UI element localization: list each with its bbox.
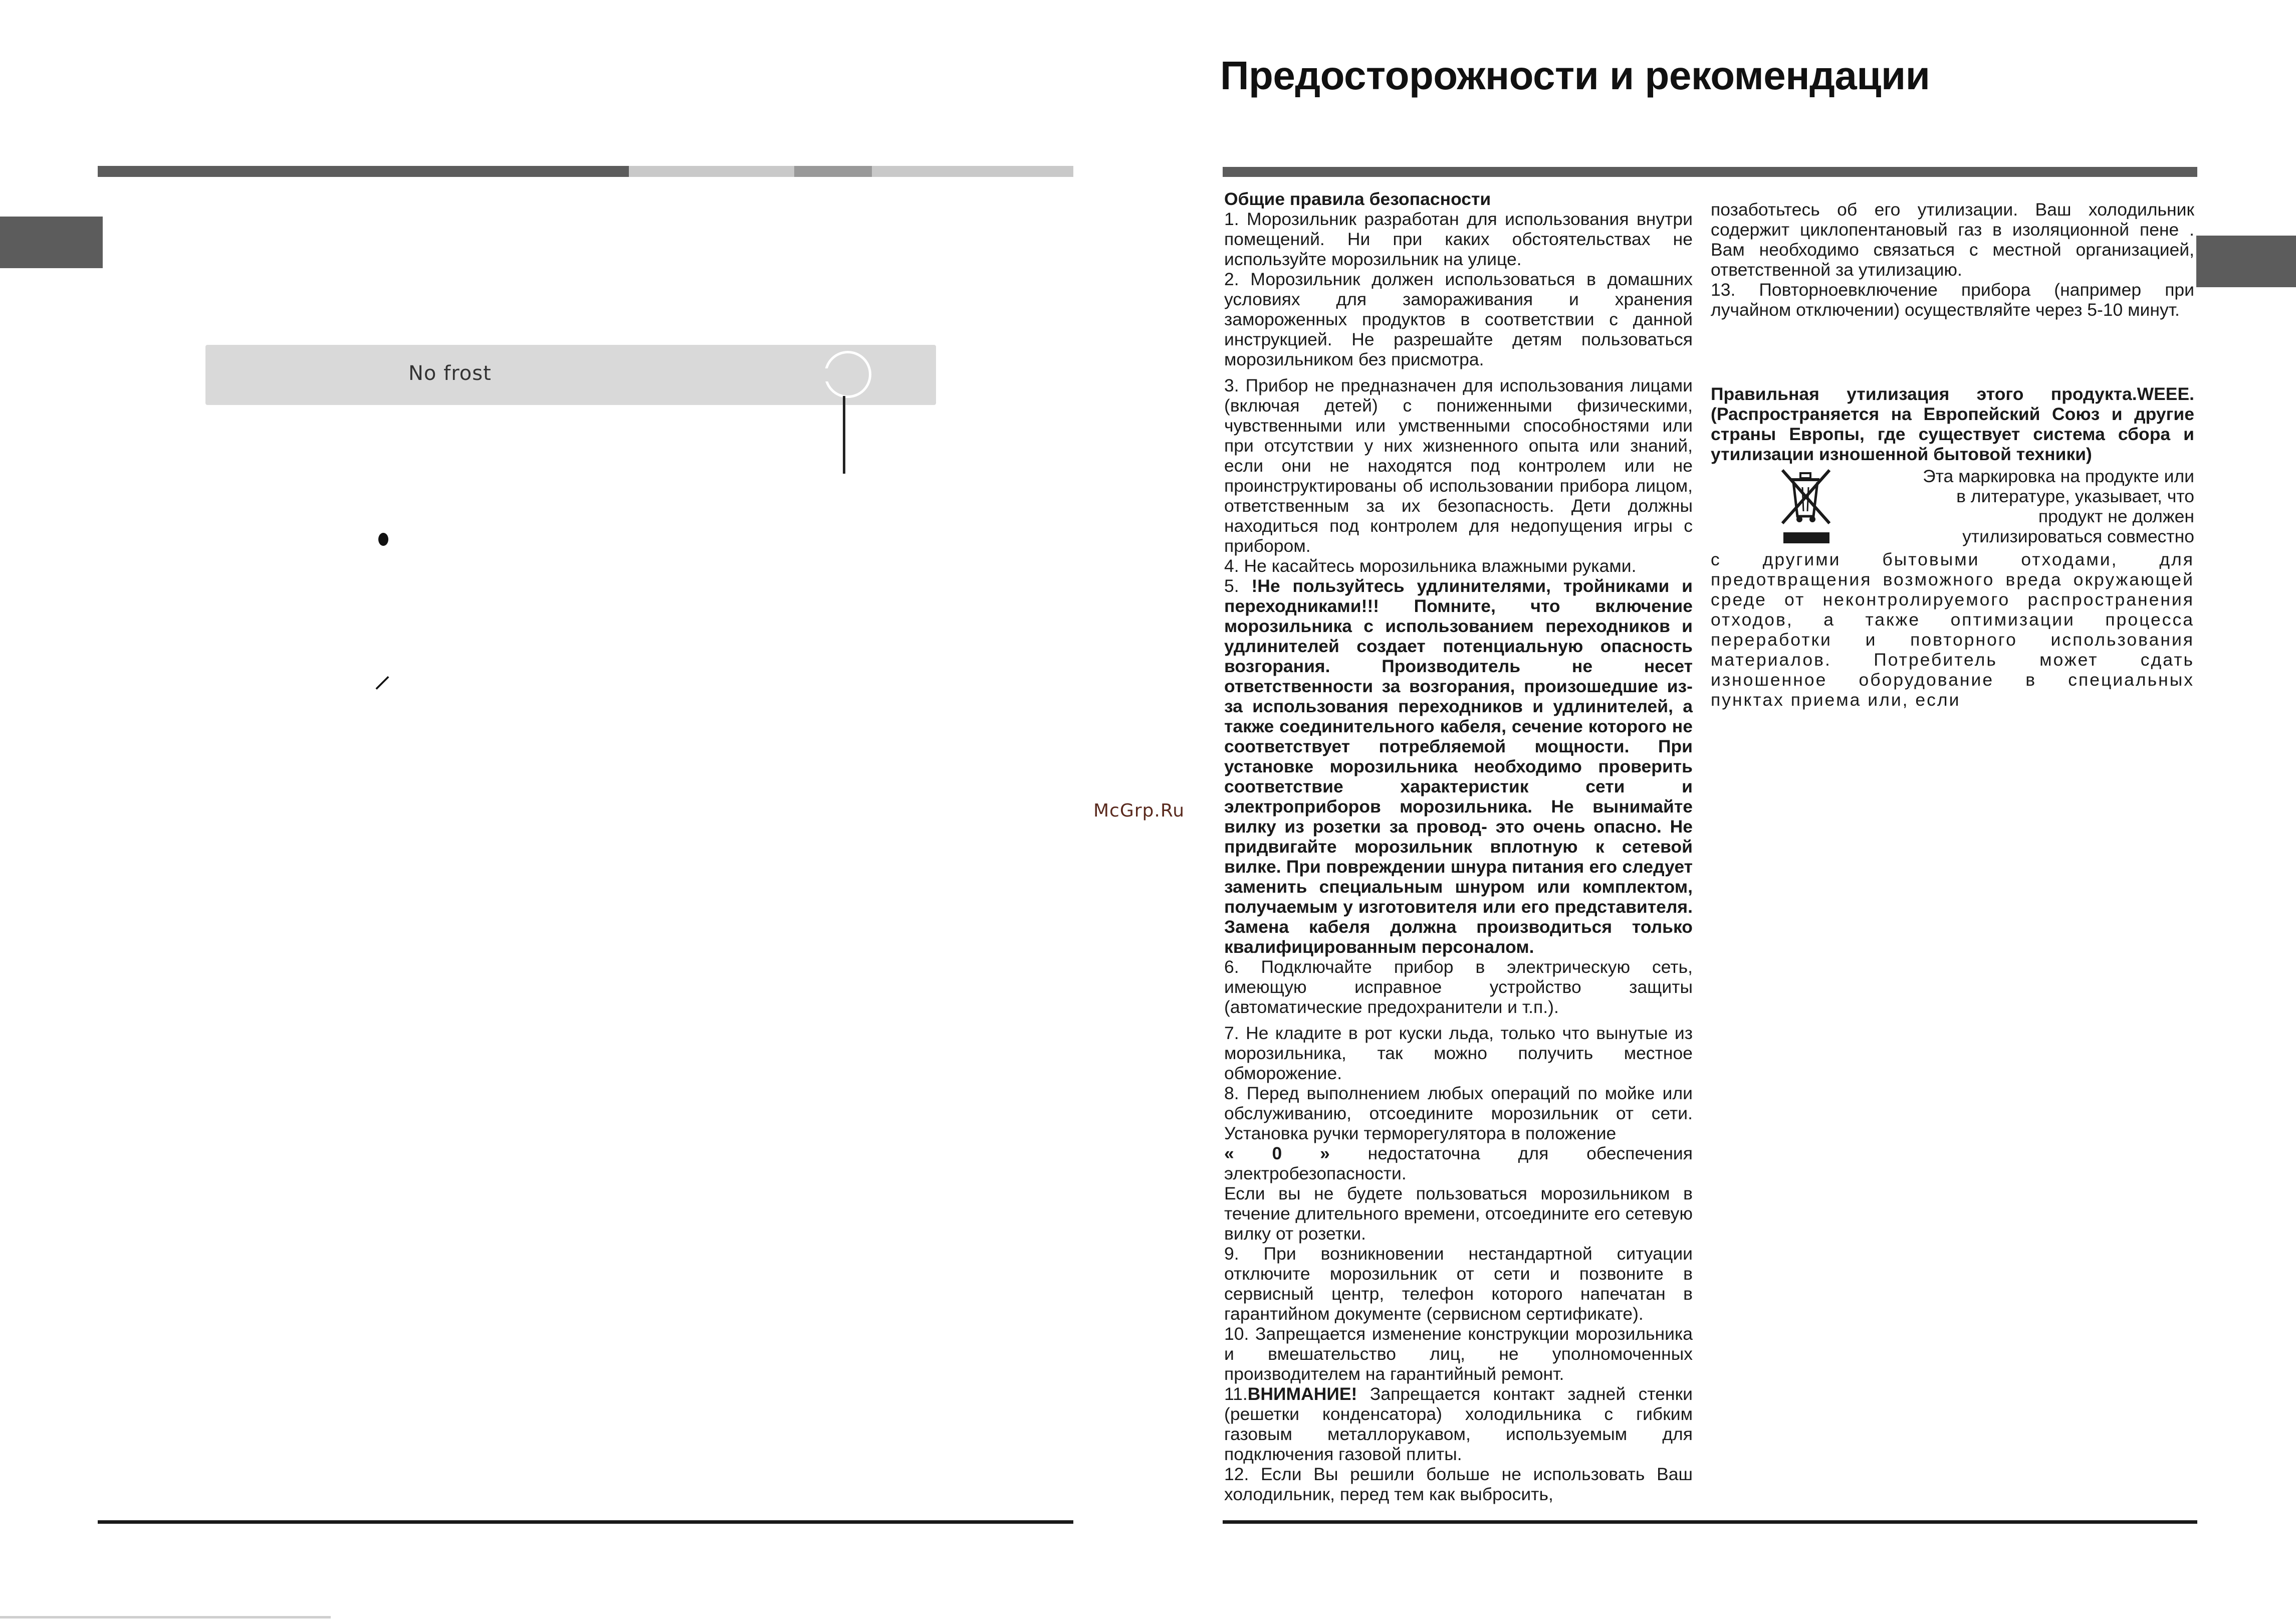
rule-item-11-warning: ВНИМАНИЕ! [1247, 1384, 1357, 1404]
section-heading: Общие правила безопасности [1224, 189, 1491, 209]
rule-item-13: 13. Повторноевключение прибора (например при лучайном отключении) осуществляйте через 5-10 минут. [1711, 280, 2194, 320]
text-column-left [1224, 189, 1693, 1504]
stray-mark: ⸝ [373, 655, 392, 695]
rule-item-8 [1224, 1083, 1693, 1183]
rule-item-12: 12. Если Вы решили больше не использовать Ваш холодильник, перед тем как выбросить, [1224, 1464, 1693, 1504]
right-footer-rule [1223, 1520, 2197, 1524]
rule-item-8-note: Если вы не будете пользоваться морозильником в течение длительного времени, отсоедините его сетевую вилку от розетки. [1224, 1183, 1693, 1244]
rule-item-8-position: « 0 » [1224, 1143, 1330, 1163]
rule-item-7: 7. Не кладите в рот куски льда, только что вынутые из морозильника, так можно получить местное обморожение. [1224, 1023, 1693, 1083]
rule-item-11-text: Запрещается контакт задней стенки (решетки конденсатора) холодильника с гибким газовым металлорукавом, используемым для подключения газовой плиты. [1224, 1384, 1693, 1464]
weee-block [1711, 466, 2194, 710]
left-header-bar-segment [794, 166, 872, 177]
left-header-bar-segment [872, 166, 1073, 177]
left-header-bar-segment [629, 166, 794, 177]
left-header-bar [98, 166, 629, 177]
weee-heading: Правильная утилизация этого продукта.WEEE. (Распространяется на Европейский Союз и другие страны Европы, где существует система сбора и утилизации изношенной бытовой техники) [1711, 384, 2194, 464]
bullet-dot [378, 533, 388, 546]
right-header-bar [1223, 167, 2197, 177]
knob-indicator [822, 368, 829, 381]
rule-item-3: 3. Прибор не предназначен для использования лицами (включая детей) с пониженными физическими, чувственными или умственными способностями или при отсутствии у них жизненного опыта или знаний, если они не находятся под контролем или не проинструктированы об использовании прибора лицом, ответственным за их безопасность. Дети должны находиться под контролем для недопущения игры с прибором. [1224, 375, 1693, 556]
rule-item-11 [1224, 1384, 1693, 1464]
rule-item-6: 6. Подключайте прибор в электрическую сеть, имеющую исправное устройство защиты (автоматические предохранители и т.п.). [1224, 957, 1693, 1017]
weee-side-text: Эта маркировка на продукте или в литературе, указывает, что продукт не должен утилизироваться совместно [1923, 466, 2194, 546]
crossed-bin-icon [1711, 466, 1921, 549]
page-title: Предосторожности и рекомендации [1220, 53, 1930, 98]
weee-body-text: с другими бытовыми отходами, для предотвращения возможного вреда окружающей среде от неконтролируемого распространения отходов, а также оптимизации процесса переработки и повторного использования материалов. Потребитель может сдать изношенное оборудование в специальных пунктах приема или, если [1711, 549, 2194, 710]
rule-item-12-continued: позаботьтесь об его утилизации. Ваш холодильник содержит циклопентановый газ в изоляционной пене . Вам необходимо связаться с местной организацией, ответственной за утилизацию. [1711, 199, 2194, 280]
rule-item-8-text: 8. Перед выполнением любых операций по мойке или обслуживанию, отсоедините морозильник от сети. Установка ручки терморегулятора в положение [1224, 1083, 1693, 1143]
left-side-tab [0, 217, 103, 268]
thermostat-knob[interactable] [824, 351, 871, 398]
left-corner-rule [0, 1616, 331, 1618]
left-footer-rule [98, 1520, 1073, 1524]
rule-item-4: 4. Не касайтесь морозильника влажными руками. [1224, 556, 1637, 576]
nofrost-label: No frost [408, 362, 492, 385]
rule-item-10: 10. Запрещается изменение конструкции морозильника и вмешательство лиц, не уполномоченных производителем на гарантийный ремонт. [1224, 1324, 1693, 1384]
rule-item-5 [1224, 576, 1693, 957]
rule-item-5-warning: !Не пользуйтесь удлинителями, тройниками и переходниками!!! Помните, что включение морозильника с использованием переходников и удлинителей создает потенциальную опасность возгорания. Производитель не несет ответственности за возгорания, произошедшие из-за использования переходников и удлинителей, а также соединительного кабеля, сечение которого не соответствует потребляемой мощности. При установке морозильника необходимо проверить соответствие характеристик сети и электроприборов морозильника. Не вынимайте вилку из розетки за провод- это очень опасно. Не придвигайте морозильник вплотную к сетевой вилке. При повреждении шнура питания его следует заменить специальным шнуром или комплектом, получаемым у изготовителя или его представителя. Замена кабеля должна производиться только квалифицированным персоналом. [1224, 576, 1693, 957]
rule-item-11-prefix: 11. [1224, 1384, 1248, 1404]
rule-item-2: 2. Морозильник должен использоваться в домашних условиях для замораживания и хранения замороженных продуктов в соответствии с данной инструкцией. Не разрешайте детям пользоваться морозильником без присмотра. [1224, 269, 1693, 369]
watermark: McGrp.Ru [1093, 800, 1185, 821]
rule-item-5-prefix: 5. [1224, 576, 1252, 596]
callout-leader-line [843, 396, 845, 474]
rule-item-9: 9. При возникновении нестандартной ситуации отключите морозильник от сети и позвоните в сервисный центр, телефон которого напечатан в гарантийном документе (сервисном сертификате). [1224, 1244, 1693, 1324]
rule-item-8-tail: недостаточна для обеспечения электробезопасности. [1224, 1143, 1693, 1183]
text-column-right [1711, 199, 2194, 710]
right-side-tab [2196, 236, 2296, 287]
rule-item-1: 1. Морозильник разработан для использования внутри помещений. Ни при каких обстоятельствах не используйте морозильник на улице. [1224, 209, 1693, 269]
